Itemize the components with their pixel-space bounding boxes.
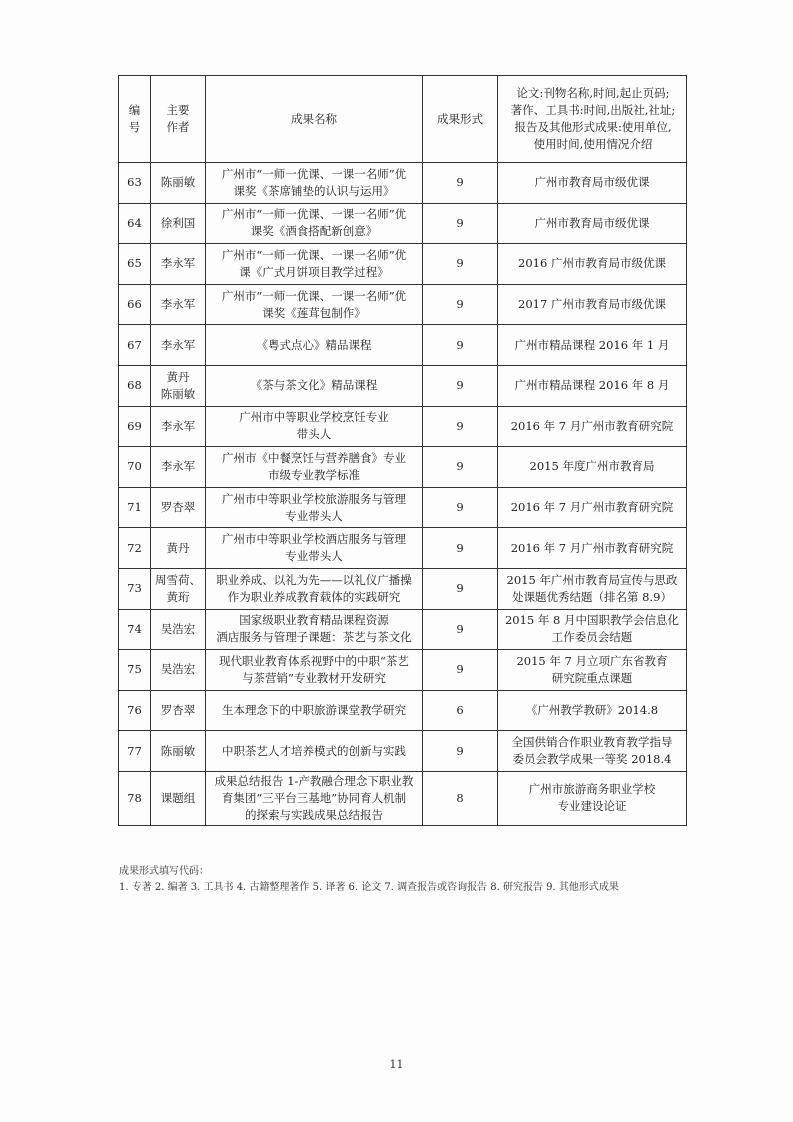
table-row — [119, 568, 687, 609]
cell-form: 9 — [423, 568, 498, 609]
notes-codes: 1. 专著 2. 编著 3. 工具书 4. 古籍整理著作 5. 译著 6. 论文 7. 调查报告或咨询报告 8. 研究报告 9. 其他形式成果 — [119, 882, 619, 893]
cell-name: 广州市“一师一优课、一课一名师”优 课《广式月饼项目教学过程》 — [206, 244, 423, 285]
cell-name: 《粤式点心》精品课程 — [206, 325, 423, 366]
cell-detail: 广州市教育局市级优课 — [498, 163, 687, 204]
cell-author: 陈丽敏 — [151, 731, 206, 772]
cell-num: 68 — [119, 365, 151, 406]
table-row — [119, 650, 687, 691]
cell-author: 罗杏翠 — [151, 690, 206, 731]
cell-detail: 广州市旅游商务职业学校 专业建设论证 — [498, 771, 687, 825]
cell-author: 罗杏翠 — [151, 487, 206, 528]
table-row — [119, 731, 687, 772]
cell-form: 9 — [423, 365, 498, 406]
cell-num: 69 — [119, 406, 151, 447]
cell-author: 陈丽敏 — [151, 163, 206, 204]
cell-name: 《茶与茶文化》精品课程 — [206, 365, 423, 406]
cell-detail: 2015 年度广州市教育局 — [498, 447, 687, 488]
cell-form: 9 — [423, 528, 498, 569]
cell-num: 73 — [119, 568, 151, 609]
table-row — [119, 203, 687, 244]
cell-form: 9 — [423, 163, 498, 204]
cell-name: 广州市中等职业学校酒店服务与管理 专业带头人 — [206, 528, 423, 569]
cell-form: 6 — [423, 690, 498, 731]
cell-num: 77 — [119, 731, 151, 772]
cell-author: 黄丹 — [151, 528, 206, 569]
cell-name: 国家级职业教育精品课程资源 酒店服务与管理子课题：茶艺与茶文化 — [206, 609, 423, 650]
cell-form: 8 — [423, 771, 498, 825]
cell-form: 9 — [423, 406, 498, 447]
cell-author: 吴浩宏 — [151, 609, 206, 650]
header-name: 成果名称 — [206, 76, 423, 163]
cell-num: 78 — [119, 771, 151, 825]
table-row — [119, 528, 687, 569]
cell-form: 9 — [423, 447, 498, 488]
table-body — [119, 163, 687, 826]
cell-author: 黄丹 陈丽敏 — [151, 365, 206, 406]
table-row — [119, 244, 687, 285]
cell-author: 李永军 — [151, 325, 206, 366]
table-row — [119, 163, 687, 204]
cell-detail: 广州市精品课程 2016 年 8 月 — [498, 365, 687, 406]
cell-author: 李永军 — [151, 447, 206, 488]
header-form: 成果形式 — [423, 76, 498, 163]
cell-num: 66 — [119, 284, 151, 325]
page-number: 11 — [389, 1058, 404, 1071]
cell-detail: 2015 年 7 月立项广东省教育 研究院重点课题 — [498, 650, 687, 691]
cell-form: 9 — [423, 650, 498, 691]
table-row — [119, 609, 687, 650]
cell-detail: 2016 年 7 月广州市教育研究院 — [498, 406, 687, 447]
cell-detail: 《广州教学教研》2014.8 — [498, 690, 687, 731]
cell-name: 中职茶艺人才培养模式的创新与实践 — [206, 731, 423, 772]
cell-detail: 广州市精品课程 2016 年 1 月 — [498, 325, 687, 366]
cell-name: 职业养成、以礼为先——以礼仪广播操 作为职业养成教育载体的实践研究 — [206, 568, 423, 609]
cell-num: 74 — [119, 609, 151, 650]
cell-num: 71 — [119, 487, 151, 528]
cell-form: 9 — [423, 487, 498, 528]
cell-detail: 2016 年 7 月广州市教育研究院 — [498, 487, 687, 528]
cell-num: 64 — [119, 203, 151, 244]
cell-form: 9 — [423, 244, 498, 285]
cell-num: 67 — [119, 325, 151, 366]
cell-detail: 全国供销合作职业教育教学指导 委员会教学成果一等奖 2018.4 — [498, 731, 687, 772]
cell-detail: 2015 年广州市教育局宣传与思政 处课题优秀结题（排名第 8.9） — [498, 568, 687, 609]
cell-detail: 2016 广州市教育局市级优课 — [498, 244, 687, 285]
cell-name: 广州市中等职业学校旅游服务与管理 专业带头人 — [206, 487, 423, 528]
cell-num: 72 — [119, 528, 151, 569]
table-row — [119, 690, 687, 731]
cell-detail: 2017 广州市教育局市级优课 — [498, 284, 687, 325]
cell-name: 现代职业教育体系视野中的中职“茶艺 与茶营销”专业教材开发研究 — [206, 650, 423, 691]
cell-num: 76 — [119, 690, 151, 731]
cell-name: 广州市《中餐烹饪与营养膳食》专业 市级专业教学标准 — [206, 447, 423, 488]
header-author: 主要 作者 — [151, 76, 206, 163]
header-detail: 论文:刊物名称,时间,起止页码; 著作、工具书:时间,出版社,社址; 报告及其他形式成果:使用单位, 使用时间,使用情况介绍 — [498, 76, 687, 163]
table-row — [119, 406, 687, 447]
cell-num: 63 — [119, 163, 151, 204]
cell-form: 9 — [423, 609, 498, 650]
cell-author: 李永军 — [151, 284, 206, 325]
cell-name: 广州市“一师一优课、一课一名师”优 课奖《酒食搭配新创意》 — [206, 203, 423, 244]
form-code-notes — [119, 864, 619, 896]
cell-detail: 2016 年 7 月广州市教育研究院 — [498, 528, 687, 569]
table-row — [119, 284, 687, 325]
header-num: 编 号 — [119, 76, 151, 163]
cell-author: 吴浩宏 — [151, 650, 206, 691]
cell-author: 李永军 — [151, 406, 206, 447]
cell-author: 李永军 — [151, 244, 206, 285]
table-row — [119, 325, 687, 366]
cell-form: 9 — [423, 325, 498, 366]
cell-num: 75 — [119, 650, 151, 691]
cell-author: 周雪荷、 黄珩 — [151, 568, 206, 609]
cell-author: 徐利国 — [151, 203, 206, 244]
cell-detail: 广州市教育局市级优课 — [498, 203, 687, 244]
cell-form: 9 — [423, 731, 498, 772]
cell-name: 广州市“一师一优课、一课一名师”优 课奖《茶席铺垫的认识与运用》 — [206, 163, 423, 204]
table-row — [119, 365, 687, 406]
cell-num: 65 — [119, 244, 151, 285]
table-row — [119, 771, 687, 825]
cell-author: 课题组 — [151, 771, 206, 825]
cell-detail: 2015 年 8 月中国职教学会信息化 工作委员会结题 — [498, 609, 687, 650]
table-header — [119, 76, 687, 163]
table-row — [119, 487, 687, 528]
cell-form: 9 — [423, 203, 498, 244]
cell-name: 成果总结报告 1-产教融合理念下职业教 育集团“三平台三基地”协同育人机制 的探索与实践成果总结报告 — [206, 771, 423, 825]
cell-name: 广州市中等职业学校烹饪专业 带头人 — [206, 406, 423, 447]
table-row — [119, 447, 687, 488]
cell-num: 70 — [119, 447, 151, 488]
notes-title: 成果形式填写代码： — [119, 866, 209, 877]
results-table — [118, 75, 687, 826]
cell-name: 广州市“一师一优课、一课一名师”优 课奖《莲茸包制作》 — [206, 284, 423, 325]
cell-name: 生本理念下的中职旅游课堂教学研究 — [206, 690, 423, 731]
cell-form: 9 — [423, 284, 498, 325]
